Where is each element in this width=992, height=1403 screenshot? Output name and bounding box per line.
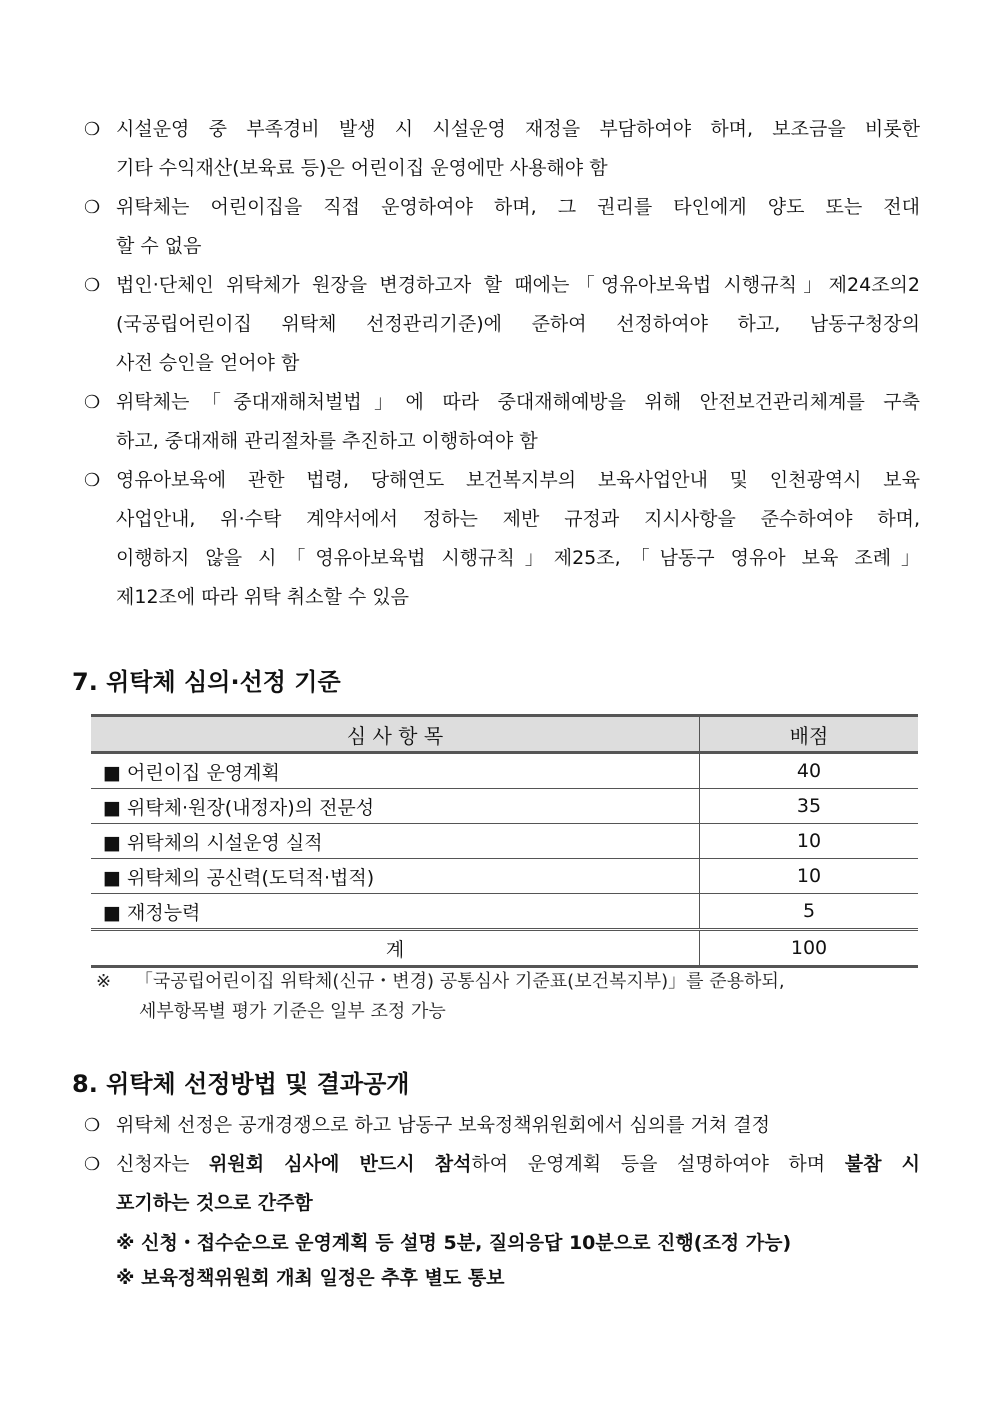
bullet-line [116,1145,920,1184]
table-row [91,824,918,859]
criteria-item: ■ 어린이집 운영계획 [91,753,700,789]
bullet-paragraph [84,266,920,383]
criteria-item: ■ 재정능력 [91,894,700,930]
bullet-line: 위탁체 선정은 공개경쟁으로 하고 남동구 보육정책위원회에서 심의를 거쳐 결정 [116,1114,771,1136]
criteria-score: 35 [700,789,919,824]
bullet-line: 이행하지 않을 시「영유아보육법 시행규칙」제25조,「남동구 영유아 보육 조례」 [116,547,920,569]
bullet-line: 제12조에 따라 위탁 취소할 수 있음 [116,586,409,608]
bullet-line: 기타 수익재산(보육료 등)은 어린이집 운영에만 사용해야 함 [116,157,608,179]
evaluation-criteria-table [91,714,918,968]
criteria-score: 5 [700,894,919,930]
table-header-row [91,716,918,753]
table-row [91,753,918,789]
bullet-line: 법인·단체인 위탁체가 원장을 변경하고자 할 때에는「영유아보육법 시행규칙」제24조의2 [116,274,920,296]
total-score: 100 [700,930,919,967]
bullet-line: 위탁체는 어린이집을 직접 운영하여야 하며, 그 권리를 타인에게 양도 또는 전대 [116,196,920,218]
section-8-heading: 8. 위탁체 선정방법 및 결과공개 [72,1070,410,1098]
table-note [96,967,785,1027]
bullet-line: 사업안내, 위·수탁 계약서에서 정하는 제반 규정과 지시사항을 준수하여야 하며, [116,508,920,530]
bullet-line: 하고, 중대재해 관리절차를 추진하고 이행하여야 함 [116,430,538,452]
sub-note: ※ 신청・접수순으로 운영계획 등 설명 5분, 질의응답 10분으로 진행(조정 가능) [116,1232,792,1254]
criteria-score: 10 [700,859,919,894]
bullet-icon: ❍ [84,275,101,296]
note-line: 「국공립어린이집 위탁체(신규・변경) 공통심사 기준표(보건복지부)」를 준용하되, [134,971,785,992]
bullet-paragraph [84,383,920,461]
bullet-icon: ❍ [84,119,101,140]
criteria-item: ■ 위탁체의 시설운영 실적 [91,824,700,859]
bullet-paragraph [84,461,920,617]
table-row [91,789,918,824]
criteria-score: 40 [700,753,919,789]
total-label: 계 [91,930,700,967]
bullet-paragraph [84,188,920,266]
bullet-line: 포기하는 것으로 간주함 [116,1192,313,1214]
bullet-line: 할 수 없음 [116,235,202,257]
bullet-icon: ❍ [84,392,101,413]
criteria-score: 10 [700,824,919,859]
criteria-item: ■ 위탁체·원장(내정자)의 전문성 [91,789,700,824]
bold-text: 불참 시 [844,1153,920,1175]
bullet-icon: ❍ [84,1154,101,1175]
section-7-heading: 7. 위탁체 심의·선정 기준 [72,668,341,696]
note-line: 세부항목별 평가 기준은 일부 조정 가능 [139,1001,446,1022]
bold-text: 위원회 심사에 반드시 참석 [209,1153,472,1175]
bullet-paragraph [84,110,920,188]
note-mark: ※ [96,971,112,992]
bullet-icon: ❍ [84,470,101,491]
header-item: 심 사 항 목 [91,716,700,753]
criteria-item: ■ 위탁체의 공신력(도덕적·법적) [91,859,700,894]
text: 하여 운영계획 등을 설명하여야 하며 [471,1153,845,1175]
bullet-line: (국공립어린이집 위탁체 선정관리기준)에 준하여 선정하여야 하고, 남동구청장의 [116,313,920,335]
section-8-bullet [84,1106,920,1145]
table-row [91,894,918,930]
bullet-line: 영유아보육에 관한 법령, 당해연도 보건복지부의 보육사업안내 및 인천광역시 보육 [116,469,920,491]
table-row [91,859,918,894]
sub-note: ※ 보육정책위원회 개최 일정은 추후 별도 통보 [116,1267,505,1289]
bullet-icon: ❍ [84,197,101,218]
text: 신청자는 [116,1153,210,1175]
section-8-bullet [84,1145,920,1223]
header-score: 배점 [700,716,919,753]
bullet-line: 시설운영 중 부족경비 발생 시 시설운영 재정을 부담하여야 하며, 보조금을 비롯한 [116,118,920,140]
table-total-row [91,930,918,967]
bullet-line: 위탁체는「중대재해처벌법」에 따라 중대재해예방을 위해 안전보건관리체계를 구축 [116,391,920,413]
bullet-icon: ❍ [84,1115,101,1136]
bullet-line: 사전 승인을 얻어야 함 [116,352,300,374]
